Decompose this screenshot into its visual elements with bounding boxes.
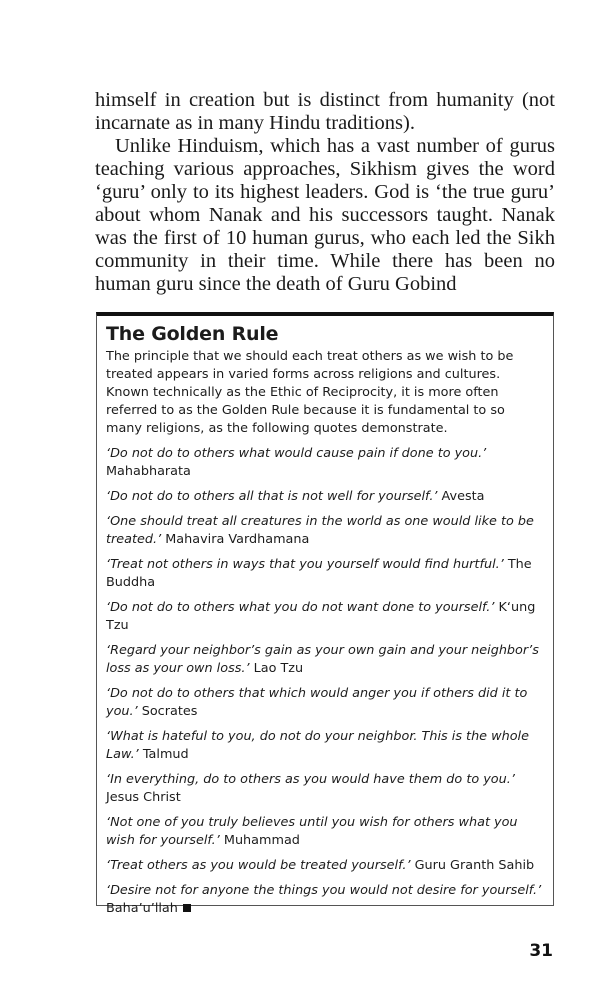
quote-item <box>106 513 544 549</box>
quote-source: Baha’u’llah <box>106 901 178 916</box>
body-paragraph: himself in creation but is distinct from humanity (not incarnate as in many Hindu traditions). <box>95 89 555 134</box>
main-text <box>95 89 555 296</box>
quote-text: ‘In everything, do to others as you would have them do to you.’ <box>106 772 515 787</box>
quote-source: Mahabharata <box>106 464 191 479</box>
quote-text: ‘Do not do to others what you do not want done to yourself.’ <box>106 600 495 615</box>
quote-source: Mahavira Vardhamana <box>165 532 310 547</box>
end-mark-square-icon <box>183 904 191 912</box>
quote-text: ‘Desire not for anyone the things you would not desire for yourself.’ <box>106 883 542 898</box>
quote-source: Talmud <box>142 747 189 762</box>
quote-source: Jesus Christ <box>106 790 181 805</box>
quote-item <box>106 728 544 764</box>
body-paragraph: Unlike Hinduism, which has a vast number of gurus teaching various approaches, Sikhism gives the word ‘guru’ only to its highest leaders. God is ‘the true guru’ about whom Nanak and his successors taught. Nanak was the first of 10 human gurus, who each led the Sikh community in their time. While there has been no human guru since the death of Guru Gobind <box>95 135 555 295</box>
quote-item <box>106 882 544 918</box>
quote-item <box>106 771 544 807</box>
quote-text: ‘Treat not others in ways that you yourself would find hurtful.’ <box>106 557 504 572</box>
quote-source: Lao Tzu <box>253 661 304 676</box>
quote-item <box>106 642 544 678</box>
page-number: 31 <box>529 941 553 961</box>
quote-item <box>106 857 544 875</box>
quote-item <box>106 599 544 635</box>
quote-source: Guru Granth Sahib <box>414 858 535 873</box>
quote-source: Muhammad <box>223 833 300 848</box>
quote-source: The Buddha <box>106 557 532 590</box>
sidebar-title: The Golden Rule <box>106 323 279 345</box>
quote-text: ‘Treat others as you would be treated yourself.’ <box>106 858 411 873</box>
quote-item <box>106 445 544 481</box>
golden-rule-sidebar <box>96 312 554 916</box>
quote-text: ‘Do not do to others all that is not well for yourself.’ <box>106 489 438 504</box>
quote-text: ‘What is hateful to you, do not do your neighbor. This is the whole Law.’ <box>106 729 529 762</box>
quote-text: ‘Do not do to others that which would anger you if others did it to you.’ <box>106 686 528 719</box>
quote-source: Socrates <box>141 704 198 719</box>
quote-item <box>106 556 544 592</box>
quote-text: ‘Do not do to others what would cause pain if done to you.’ <box>106 446 487 461</box>
sidebar-intro: The principle that we should each treat others as we wish to be treated appears in varied forms across religions and cultures. Known technically as the Ethic of Reciprocity, it is more often referred to as the Golden Rule because it is fundamental to so many religions, as the following quotes demonstrate. <box>106 349 514 436</box>
quote-text: ‘One should treat all creatures in the world as one would like to be treated.’ <box>106 514 534 547</box>
quote-item <box>106 814 544 850</box>
quote-text: ‘Not one of you truly believes until you wish for others what you wish for yourself.’ <box>106 815 518 848</box>
quote-source: Avesta <box>441 489 485 504</box>
quote-item <box>106 488 544 506</box>
quote-source: K‘ung Tzu <box>106 600 536 633</box>
quote-text: ‘Regard your neighbor’s gain as your own gain and your neighbor’s loss as your own loss.’ <box>106 643 539 676</box>
quote-item <box>106 685 544 721</box>
